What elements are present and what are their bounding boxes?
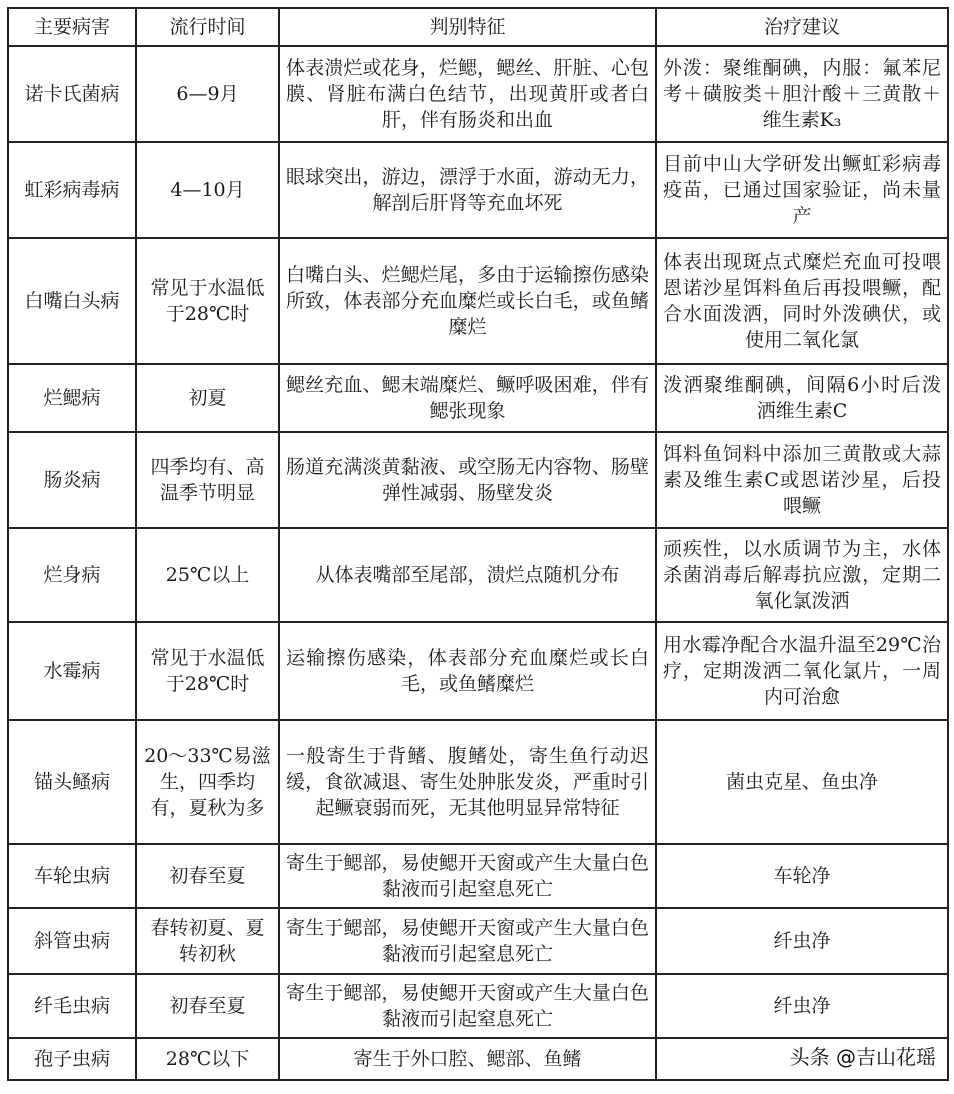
symptoms: 寄生于鳃部，易使鳃开天窗或产生大量白色黏液而引起窒息死亡 <box>279 908 656 974</box>
symptoms: 寄生于鳃部，易使鳃开天窗或产生大量白色黏液而引起窒息死亡 <box>279 844 656 908</box>
treatment: 顽疾性，以水质调节为主，水体杀菌消毒后解毒抗应激，定期二氧化氯泼洒 <box>656 528 948 622</box>
epidemic-period: 初春至夏 <box>136 974 279 1038</box>
disease-name: 斜管虫病 <box>8 908 136 974</box>
treatment: 目前中山大学研发出鳜虹彩病毒疫苗，已通过国家验证，尚未量产 <box>656 142 948 238</box>
disease-name: 虹彩病毒病 <box>8 142 136 238</box>
table-row <box>8 622 948 720</box>
treatment: 车轮净 <box>656 844 948 908</box>
disease-name: 肠炎病 <box>8 432 136 528</box>
treatment: 菌虫克星、鱼虫净 <box>656 720 948 844</box>
header-period: 流行时间 <box>136 8 279 46</box>
header-treatment: 治疗建议 <box>656 8 948 46</box>
treatment: 纤虫净 <box>656 908 948 974</box>
symptoms: 肠道充满淡黄黏液、或空肠无内容物、肠壁弹性减弱、肠壁发炎 <box>279 432 656 528</box>
table-row <box>8 142 948 238</box>
disease-name: 车轮虫病 <box>8 844 136 908</box>
table-row <box>8 908 948 974</box>
epidemic-period: 6—9月 <box>136 46 279 142</box>
table-row <box>8 46 948 142</box>
epidemic-period: 常见于水温低于28℃时 <box>136 622 279 720</box>
treatment: 泼洒聚维酮碘，间隔6小时后泼洒维生素C <box>656 364 948 432</box>
table-row <box>8 844 948 908</box>
disease-name: 锚头鳋病 <box>8 720 136 844</box>
table-row <box>8 238 948 364</box>
header-symptoms: 判别特征 <box>279 8 656 46</box>
table-row <box>8 720 948 844</box>
disease-name: 水霉病 <box>8 622 136 720</box>
symptoms: 从体表嘴部至尾部，溃烂点随机分布 <box>279 528 656 622</box>
symptoms: 寄生于外口腔、鳃部、鱼鳍 <box>279 1038 656 1080</box>
table-row <box>8 528 948 622</box>
disease-name: 白嘴白头病 <box>8 238 136 364</box>
treatment: 外泼：聚维酮碘，内服：氟苯尼考＋磺胺类＋胆汁酸＋三黄散＋维生素K₃ <box>656 46 948 142</box>
epidemic-period: 25℃以上 <box>136 528 279 622</box>
table-row <box>8 364 948 432</box>
symptoms: 体表溃烂或花身，烂鳃，鳃丝、肝脏、心包膜、肾脏布满白色结节，出现黄肝或者白肝，伴有肠炎和出血 <box>279 46 656 142</box>
disease-name: 孢子虫病 <box>8 1038 136 1080</box>
header-row <box>8 8 948 46</box>
header-disease: 主要病害 <box>8 8 136 46</box>
epidemic-period: 春转初夏、夏转初秋 <box>136 908 279 974</box>
epidemic-period: 4—10月 <box>136 142 279 238</box>
symptoms: 一般寄生于背鳍、腹鳍处，寄生鱼行动迟缓，食欲减退、寄生处肿胀发炎，严重时引起鳜衰弱而死，无其他明显异常特征 <box>279 720 656 844</box>
epidemic-period: 28℃以下 <box>136 1038 279 1080</box>
disease-name: 诺卡氏菌病 <box>8 46 136 142</box>
epidemic-period: 四季均有、高温季节明显 <box>136 432 279 528</box>
treatment: 纤虫净 <box>656 974 948 1038</box>
symptoms: 鳃丝充血、鳃末端糜烂、鳜呼吸困难，伴有鳃张现象 <box>279 364 656 432</box>
epidemic-period: 常见于水温低于28℃时 <box>136 238 279 364</box>
disease-name: 纤毛虫病 <box>8 974 136 1038</box>
symptoms: 寄生于鳃部，易使鳃开天窗或产生大量白色黏液而引起窒息死亡 <box>279 974 656 1038</box>
symptoms: 白嘴白头、烂鳃烂尾，多由于运输擦伤感染所致，体表部分充血糜烂或长白毛，或鱼鳍糜烂 <box>279 238 656 364</box>
epidemic-period: 初夏 <box>136 364 279 432</box>
table-row <box>8 432 948 528</box>
disease-name: 烂身病 <box>8 528 136 622</box>
treatment: 用水霉净配合水温升温至29℃治疗，定期泼洒二氧化氯片，一周内可治愈 <box>656 622 948 720</box>
treatment: 饵料鱼饲料中添加三黄散或大蒜素及维生素C或恩诺沙星，后投喂鳜 <box>656 432 948 528</box>
treatment: 体表出现斑点式糜烂充血可投喂恩诺沙星饵料鱼后再投喂鳜，配合水面泼洒，同时外泼碘伏，或使用二氧化氯 <box>656 238 948 364</box>
page-container <box>7 7 947 1081</box>
epidemic-period: 初春至夏 <box>136 844 279 908</box>
disease-table <box>7 7 949 1081</box>
disease-name: 烂鳃病 <box>8 364 136 432</box>
table-row <box>8 974 948 1038</box>
symptoms: 运输擦伤感染，体表部分充血糜烂或长白毛，或鱼鳍糜烂 <box>279 622 656 720</box>
source-watermark: 头条 @吉山花瑶 <box>789 1045 936 1069</box>
symptoms: 眼球突出，游边，漂浮于水面，游动无力，解剖后肝肾等充血坏死 <box>279 142 656 238</box>
epidemic-period: 20～33℃易滋生，四季均有，夏秋为多 <box>136 720 279 844</box>
